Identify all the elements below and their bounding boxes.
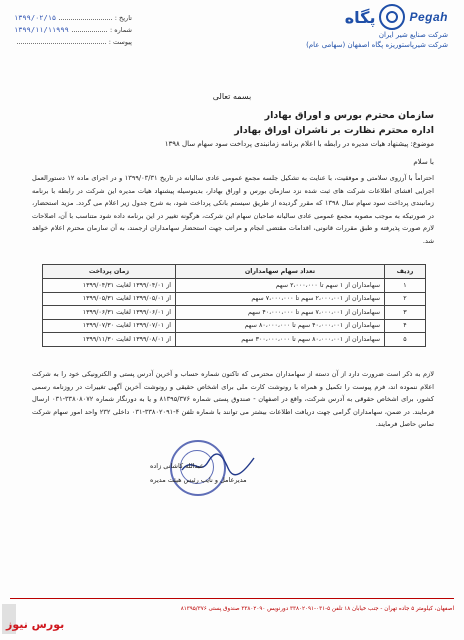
table-row: ۲ سهامداران از ۲،۰۰۰،۰۰۱ سهم تا ۷،۰۰۰،۰۰۰ سهم از ۱۳۹۹/۰۵/۰۱ لغایت ۱۳۹۹/۰۵/۳۱ <box>43 292 426 306</box>
number-row <box>14 22 132 34</box>
table-row: ۴ سهامداران از ۴۰،۰۰۰،۰۰۱ سهم تا ۸۰،۰۰۰،۰۰۰ سهم از ۱۳۹۹/۰۷/۰۱ لغایت ۱۳۹۹/۰۷/۳۰ <box>43 319 426 333</box>
letter-subject: موضوع: پیشنهاد هیات مدیره در رابطه با اعلام برنامه زمانبندی پرداخت سود سهام سال ۱۳۹۸ <box>164 140 434 148</box>
logo-emblem-icon <box>379 4 405 30</box>
letter-body: احتراماً با آرزوی سلامتی و موفقیت، با عنایت به تشکیل جلسه مجمع عمومی عادی سالیانه در تاریخ ۱۳۹۹/۰۳/۳۱ و در اجرای ماده ۱۲ دستورالعمل اجرایی افشای اطلاعات شرکت های ثبت شده نزد سازمان بورس و اوراق بهادار، بدینوسیله پیشنهاد هیات مدیره این شرکت در رابطه با برنامه زمانبندی پرداخت سود سهام سال ۱۳۹۸ که مقرر گردیده از طریق سیستم بانکی پرداخت شود، به شرح جدول زیر اعلام می گردد. مزید استحضار، در صورتیکه به موجب مصوبه مجمع عمومی عادی سالیانه صاحبان سهام این شرکت، هرگونه تغییر در این برنامه داده شود متناسب با آن، اصلاحات لازم صورت پذیرفته و طبق مقررات قانونی، اقدامات مقتضی انجام و مراتب جهت استحضار سهامداران ارجمند، به آن سازمان محترم اعلام خواهد شد. <box>32 174 434 245</box>
logo-latin-text: Pegah <box>409 10 448 24</box>
attachment-label: پیوست : <box>108 38 132 46</box>
company-name-2: شرکت شیرپاستوریزه پگاه اصفهان (سهامی عام) <box>306 41 448 49</box>
number-value: ۱۳۹۹/۱۱/۱۱۹۹۹ <box>14 26 69 34</box>
watermark: بورس نیوز <box>6 618 65 631</box>
table-row: ۵ سهامداران از ۸۰،۰۰۰،۰۰۱ سهم تا ۳۰۰،۰۰۰،۰۰۰ سهم از ۱۳۹۹/۰۸/۰۱ لغایت ۱۳۹۹/۱۱/۳۰ <box>43 333 426 347</box>
addressee-line-2: اداره محترم نظارت بر ناشران اوراق بهادار <box>234 125 434 136</box>
attachment-row <box>14 34 132 46</box>
signatory-title: مدیرعامل و نایب رئیس هیئت مدیره <box>150 476 247 484</box>
header-payment-time: زمان پرداخت <box>43 265 176 279</box>
number-label: شماره : <box>110 26 132 34</box>
payment-schedule-table <box>42 264 426 347</box>
bismillah: بسمه تعالی <box>212 92 252 101</box>
letter-meta <box>14 10 132 46</box>
table-header-row <box>43 265 426 279</box>
header-shareholders: تعداد سهام سهامداران <box>176 265 385 279</box>
date-row <box>14 10 132 22</box>
date-label: تاریخ : <box>114 14 132 22</box>
company-name-1: شرکت صنایع شیر ایران <box>378 31 448 39</box>
greeting: با سلام <box>413 158 434 166</box>
signatory-name: عبدالله کاشانی زاده <box>150 462 204 470</box>
logo-persian-text: پگاه <box>344 7 376 27</box>
table-row: ۳ سهامداران از ۷،۰۰۰،۰۰۱ سهم تا ۴۰،۰۰۰،۰۰۰ سهم از ۱۳۹۹/۰۶/۰۱ لغایت ۱۳۹۹/۰۶/۳۱ <box>43 306 426 320</box>
company-logo <box>238 4 448 50</box>
addressee-line-1: سازمان محترم بورس و اوراق بهادار <box>264 110 434 121</box>
footer-divider <box>10 598 454 599</box>
footer-address: اصفهان، کیلومتر ۵ جاده تهران - جنب خیابان ۱۸ تلفن ۵-۰۳۱-۳۳۸۰۲۰۹۱ دورنویس ۳۳۸۰۲۰۹۰ صندوق پستی ۸۱۳۹۵/۳۷۶ <box>180 606 454 612</box>
date-value: ۱۳۹۹/۰۲/۱۵ <box>14 14 57 22</box>
table-row: ۱ سهامداران از ۱ سهم تا ۲،۰۰۰،۰۰۰ سهم از ۱۳۹۹/۰۴/۰۱ لغایت ۱۳۹۹/۰۴/۳۱ <box>43 279 426 293</box>
addressee <box>234 108 434 138</box>
closing-paragraph: لازم به ذکر است ضرورت دارد از آن دسته از سهامداران محترمی که تاکنون شماره حساب و آخرین آدرس پستی و الکترونیکی خود را به شرکت اعلام ننموده اند، فرم پیوست را تکمیل و همراه با رونوشت کارت ملی برای اشخاص حقیقی و رونوشت آخرین آگهی تغییرات در روزنامه رسمی کشور، برای اشخاص حقوقی به آدرس شرکت، واقع در اصفهان - صندوق پستی شماره ۸۱۳۹۵/۳۷۶ و یا به دورنگار شماره ۳۳۸۰۸۰۷۲-۰۳۱ ارسال فرمایند. در ضمن، سهامداران گرامی جهت دریافت اطلاعات بیشتر می توانند با شماره تلفن ۴-۳۳۸۰۲۰۹۱-۰۳۱ داخلی ۲۳۲ واحد امور سهام شرکت تماس حاصل فرمایند. <box>32 370 434 429</box>
header-row-number: ردیف <box>385 265 426 279</box>
